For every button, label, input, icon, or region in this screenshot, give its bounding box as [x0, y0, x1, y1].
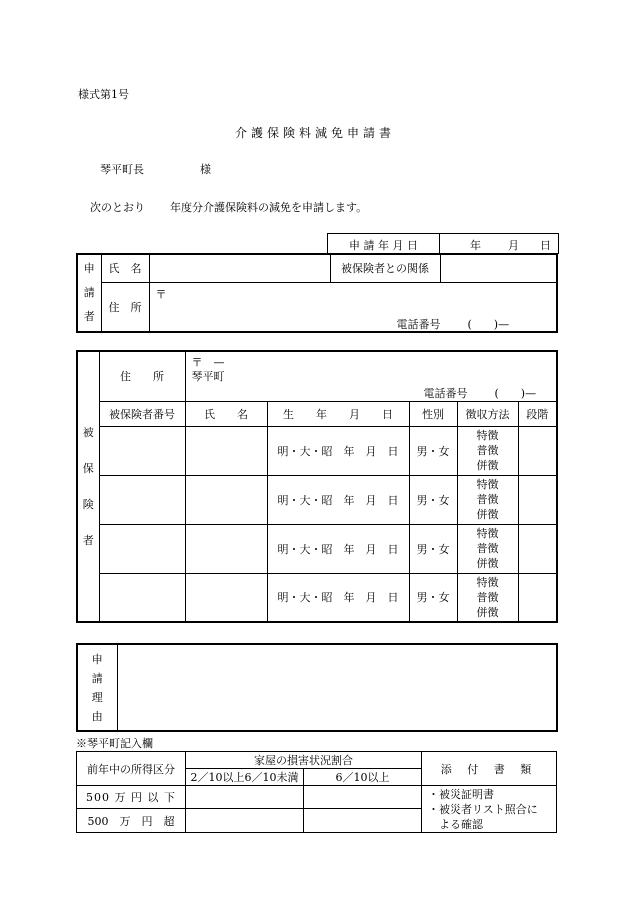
- insured-town: 琴平町: [191, 370, 225, 383]
- collection-methods[interactable]: [457, 573, 518, 622]
- applicant-date-day: 日: [540, 239, 551, 252]
- insured-phone-label: 電話番号: [423, 387, 468, 400]
- col-collection: 徴収方法: [457, 401, 518, 426]
- method-fuchou: 普徴: [476, 542, 499, 555]
- page-title: 介護保険料減免申請書: [234, 126, 395, 140]
- insured-address-field[interactable]: [185, 351, 557, 401]
- birth-eras[interactable]: 明・大・昭 年 月 日: [267, 426, 409, 475]
- damage-col-6-plus: 6／10以上: [304, 769, 422, 786]
- sex-choice[interactable]: 男・女: [409, 524, 457, 573]
- applicant-relation-field[interactable]: [440, 254, 557, 282]
- stage-field[interactable]: [518, 426, 557, 475]
- applicant-date-year: 年: [470, 239, 481, 252]
- method-fuchou: 普徴: [476, 493, 499, 506]
- damage-header: 家屋の損害状況割合: [186, 752, 422, 769]
- insured-side-label: [77, 351, 99, 622]
- reason-side-char: 申: [91, 652, 103, 666]
- applicant-date-divider: [439, 234, 440, 254]
- applicant-table: [76, 253, 558, 333]
- collection-methods[interactable]: [457, 524, 518, 573]
- method-heichou: 併徴: [476, 508, 499, 521]
- reason-side-label: [77, 644, 117, 731]
- applicant-phone-label: 電話番号: [396, 317, 441, 331]
- sex-choice[interactable]: 男・女: [409, 573, 457, 622]
- birth-eras[interactable]: 明・大・昭 年 月 日: [267, 573, 409, 622]
- table-row: [77, 524, 557, 573]
- reason-side-char: 理: [91, 690, 103, 704]
- method-heichou: 併徴: [476, 557, 499, 570]
- insured-number-field[interactable]: [99, 426, 185, 475]
- col-insured-number: 被保険者番号: [99, 401, 185, 426]
- method-fuchou: 普徴: [476, 444, 499, 457]
- method-heichou: 併徴: [476, 459, 499, 472]
- applicant-side-char: 者: [83, 310, 95, 323]
- damage-cell[interactable]: [186, 809, 304, 833]
- applicant-postal-mark: 〒: [155, 287, 167, 301]
- method-fuchou: 普徴: [476, 590, 499, 604]
- intro-text: 年度分介護保険料の減免を申請します。: [170, 201, 368, 214]
- collection-methods[interactable]: [457, 426, 518, 475]
- addressee-name: 琴平町長: [100, 163, 144, 176]
- form-number: 様式第1号: [78, 88, 129, 101]
- col-name: 氏 名: [185, 401, 267, 426]
- method-tokuchou: 特徴: [476, 575, 499, 589]
- applicant-side-char: 申: [83, 262, 95, 275]
- method-tokuchou: 特徴: [476, 527, 499, 540]
- insured-name-field[interactable]: [185, 524, 267, 573]
- applicant-date-box: [327, 233, 559, 254]
- income-header: 前年中の所得区分: [77, 752, 186, 786]
- reason-side-char: 由: [91, 709, 103, 723]
- damage-cell[interactable]: [304, 809, 422, 833]
- insured-address-label: 住 所: [99, 351, 185, 401]
- stage-field[interactable]: [518, 475, 557, 524]
- damage-cell[interactable]: [304, 786, 422, 809]
- applicant-phone-format: ( )—: [467, 317, 510, 331]
- damage-col-2-6: 2／10以上6／10未満: [186, 769, 304, 786]
- insured-number-field[interactable]: [99, 573, 185, 622]
- insured-table: [76, 350, 558, 623]
- insured-number-field[interactable]: [99, 475, 185, 524]
- intro-prefix: 次のとおり: [90, 201, 145, 214]
- applicant-address-label: 住 所: [101, 282, 149, 332]
- method-tokuchou: 特徴: [476, 478, 499, 491]
- attachment-item: ・被災証明書: [428, 787, 494, 801]
- collection-methods[interactable]: [457, 475, 518, 524]
- table-row: [77, 573, 557, 622]
- reason-field[interactable]: [117, 644, 557, 731]
- stage-field[interactable]: [518, 573, 557, 622]
- col-birthdate: 生 年 月 日: [267, 401, 409, 426]
- method-heichou: 併徴: [476, 605, 499, 619]
- table-row: [77, 426, 557, 475]
- reason-table: [76, 643, 558, 732]
- sex-choice[interactable]: 男・女: [409, 426, 457, 475]
- insured-name-field[interactable]: [185, 426, 267, 475]
- income-row-under-500: 500 万 円 以 下: [77, 786, 186, 809]
- stage-field[interactable]: [518, 524, 557, 573]
- attach-header: 添 付 書 類: [422, 752, 557, 786]
- table-row: [77, 475, 557, 524]
- reason-side-char: 請: [91, 671, 103, 685]
- col-sex: 性別: [409, 401, 457, 426]
- sex-choice[interactable]: 男・女: [409, 475, 457, 524]
- attachment-item: よる確認: [428, 817, 483, 831]
- insured-side-char: 者: [82, 533, 94, 547]
- applicant-side-label: [77, 254, 101, 332]
- insured-name-field[interactable]: [185, 475, 267, 524]
- office-table: [76, 751, 557, 833]
- insured-number-field[interactable]: [99, 524, 185, 573]
- office-use-label: ※琴平町記入欄: [76, 737, 153, 750]
- birth-eras[interactable]: 明・大・昭 年 月 日: [267, 475, 409, 524]
- applicant-side-char: 請: [83, 286, 95, 299]
- insured-postal-mark: 〒 —: [191, 356, 225, 369]
- addressee-honorific: 様: [200, 163, 211, 176]
- damage-cell[interactable]: [186, 786, 304, 809]
- insured-side-char: 険: [82, 497, 94, 511]
- attachment-item: ・被災者リスト照合に: [428, 802, 538, 816]
- insured-name-field[interactable]: [185, 573, 267, 622]
- applicant-relation-label: 被保険者との関係: [330, 254, 440, 282]
- birth-eras[interactable]: 明・大・昭 年 月 日: [267, 524, 409, 573]
- insured-side-char: 保: [82, 461, 94, 475]
- applicant-name-field[interactable]: [149, 254, 330, 282]
- insured-side-char: 被: [82, 425, 94, 439]
- applicant-date-month: 月: [508, 239, 519, 252]
- attachments-list: [422, 786, 557, 833]
- col-stage: 段階: [518, 401, 557, 426]
- method-tokuchou: 特徴: [476, 429, 499, 442]
- insured-phone-format: ( )—: [494, 387, 537, 400]
- income-row-over-500: 500 万 円 超: [77, 809, 186, 833]
- applicant-date-label: 申 請 年 月 日: [349, 239, 418, 252]
- applicant-name-label: 氏 名: [101, 254, 149, 282]
- applicant-address-field[interactable]: [149, 282, 557, 332]
